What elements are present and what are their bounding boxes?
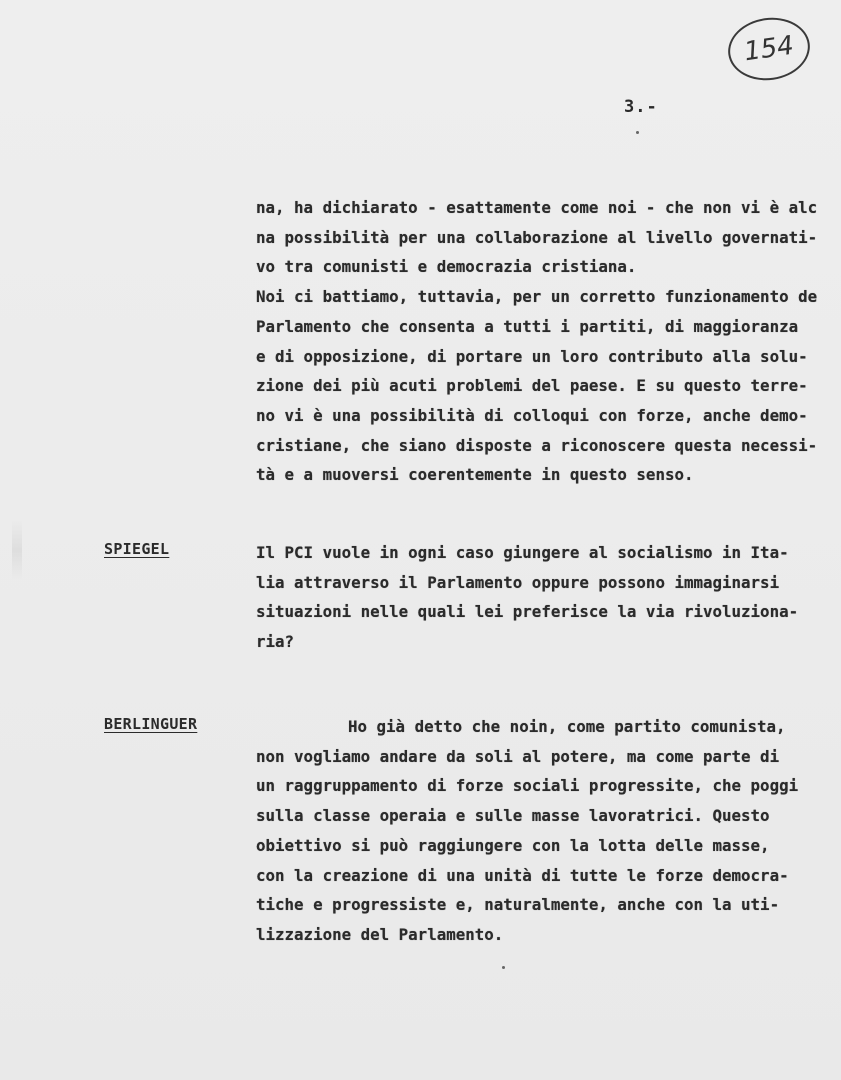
speaker-label-berlinguer: BERLINGUER	[104, 715, 198, 733]
page-number: 3.-	[624, 97, 658, 117]
speaker-label-spiegel: SPIEGEL	[104, 540, 170, 558]
text-line: Ho già detto che noin, come partito comunista,	[348, 717, 786, 736]
archive-page-number-stamp	[724, 13, 814, 86]
scan-speck	[636, 131, 639, 134]
question-paragraph	[256, 538, 798, 657]
scan-speck	[502, 966, 505, 969]
text-line: na possibilità per una collaborazione al livello governati-	[256, 227, 818, 247]
text-line: situazioni nelle quali lei preferisce la via rivoluziona-	[256, 602, 799, 622]
text-line: sulla classe operaia e sulle masse lavoratrici. Questo	[256, 806, 770, 826]
answer-paragraph	[256, 712, 798, 950]
intro-paragraph	[256, 193, 817, 490]
text-line: vo tra comunisti e democrazia cristiana.	[256, 257, 637, 277]
text-line: lizzazione del Parlamento.	[256, 924, 504, 944]
text-line: Il PCI vuole in ogni caso giungere al socialismo in Ita-	[256, 543, 789, 562]
text-line: na, ha dichiarato - esattamente come noi - che non vi è alc	[256, 198, 818, 217]
text-line: obiettivo si può raggiungere con la lotta delle masse,	[256, 835, 770, 855]
scan-edge-shadow	[12, 520, 22, 580]
text-line: e di opposizione, di portare un loro contributo alla solu-	[256, 346, 808, 366]
text-line: ria?	[256, 632, 295, 652]
text-line: cristiane, che siano disposte a riconoscere questa necessi-	[256, 435, 818, 455]
text-line: non vogliamo andare da soli al potere, ma come parte di	[256, 746, 780, 766]
text-line: tiche e progressiste e, naturalmente, anche con la uti-	[256, 895, 780, 915]
text-line: Noi ci battiamo, tuttavia, per un corretto funzionamento de	[256, 287, 818, 307]
archive-number-text: 154	[742, 30, 796, 68]
text-line: no vi è una possibilità di colloqui con forze, anche demo-	[256, 405, 808, 425]
text-line: tà e a muoversi coerentemente in questo senso.	[256, 465, 694, 485]
text-line: lia attraverso il Parlamento oppure possono immaginarsi	[256, 572, 780, 592]
text-line: Parlamento che consenta a tutti i partiti, di maggioranza	[256, 316, 799, 336]
text-line: con la creazione di una unità di tutte le forze democra-	[256, 865, 789, 885]
text-line: zione dei più acuti problemi del paese. E su questo terre-	[256, 376, 808, 396]
text-line: un raggruppamento di forze sociali progressite, che poggi	[256, 776, 799, 796]
